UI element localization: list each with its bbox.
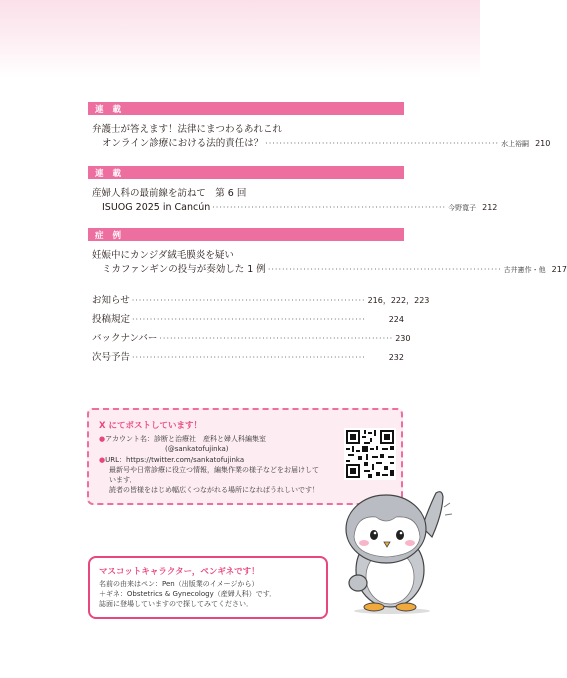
penguin-mascot-icon — [330, 485, 455, 619]
leader-dots: ·································································· — [132, 315, 366, 324]
entry-title-line1 — [92, 249, 404, 263]
entry-author: 古井憲作・他 — [503, 266, 546, 274]
toc-entry[interactable] — [88, 123, 551, 151]
bullet-icon: ● — [99, 456, 106, 464]
toc-list-item[interactable] — [92, 311, 404, 325]
toc-list-item[interactable] — [92, 349, 404, 363]
entry-title-line2 — [92, 137, 551, 151]
list-title: バックナンバー — [92, 333, 158, 344]
entry-title: 産婦人科の最前線を訪ねて 第 6 回 — [92, 188, 247, 199]
list-title: 投稿規定 — [92, 314, 131, 325]
entry-title-line2 — [92, 263, 567, 277]
toc-entry[interactable] — [88, 187, 498, 215]
entry-title-line2 — [92, 201, 498, 215]
list-page: 224 — [388, 315, 404, 324]
toc-list-item[interactable] — [92, 292, 430, 306]
list-title: 次号予告 — [92, 352, 131, 363]
x-desc-1: 最新号や日常診療に役立つ情報，編集作業の様子などをお届けして — [109, 466, 319, 474]
section-serial-2 — [88, 166, 498, 215]
section-case-report — [88, 228, 567, 277]
section-label: 連 載 — [95, 104, 124, 115]
x-url-line — [99, 455, 244, 465]
leader-dots: ·································································· — [265, 139, 500, 148]
toc-list-item[interactable] — [92, 330, 411, 344]
entry-title-line1 — [92, 187, 404, 201]
list-page: 230 — [395, 334, 411, 343]
entry-author: 今野寛子 — [448, 204, 477, 212]
mascot-info-box — [88, 556, 328, 619]
list-page: 216，222，223 — [367, 296, 430, 305]
section-label: 連 載 — [95, 168, 124, 179]
bullet-icon: ● — [99, 435, 106, 443]
entry-subtitle: オンライン診療における法的責任は？ — [102, 138, 264, 149]
mascot-title: マスコットキャラクター，ペンギネです！ — [99, 567, 260, 577]
entry-subtitle: ISUOG 2025 in Cancún — [102, 202, 211, 213]
leader-dots: ·································································· — [212, 203, 447, 212]
entry-page: 217 — [551, 265, 567, 274]
entry-page: 212 — [482, 203, 498, 212]
mascot-line-1: 名前の由来はペン：Pen（出版業のイメージから） — [99, 580, 259, 588]
entry-subtitle: ミカファンギンの投与が奏効した 1 例 — [102, 264, 266, 275]
entry-author: 水上裕嗣 — [501, 140, 530, 148]
mascot-line-2: ＋ギネ：Obstetrics & Gynecology（産婦人科）です． — [99, 590, 277, 598]
list-title: お知らせ — [92, 295, 130, 306]
qr-code-icon[interactable] — [344, 428, 396, 480]
entry-page: 210 — [535, 139, 551, 148]
x-desc-3: 読者の皆様をはじめ幅広くつながれる場所になればうれしいです！ — [109, 486, 319, 494]
entry-title-line1 — [92, 123, 404, 137]
x-account-line — [99, 434, 266, 444]
mascot-line-3: 誌面に登場していますので探してみてください． — [99, 600, 253, 608]
section-header — [88, 102, 404, 115]
x-account-label: アカウント名：診断と治療社 産科と婦人科編集室 — [105, 435, 267, 443]
x-account-handle[interactable]: (@sankatofujinka) — [165, 445, 229, 453]
leader-dots: ·································································· — [131, 296, 366, 305]
section-serial-1 — [88, 102, 551, 151]
top-band — [0, 0, 480, 78]
entry-title: 妊娠中にカンジダ絨毛膜炎を疑い — [92, 250, 234, 261]
leader-dots: ·································································· — [159, 334, 394, 343]
toc-entry[interactable] — [88, 249, 567, 277]
section-label: 症 例 — [95, 230, 124, 241]
x-url-link[interactable]: URL：https://twitter.com/sankatofujinka — [105, 456, 245, 464]
leader-dots: ·································································· — [267, 265, 502, 274]
entry-title: 弁護士が答えます！法律にまつわるあれこれ — [92, 124, 283, 135]
leader-dots: ·································································· — [132, 353, 366, 362]
section-header — [88, 166, 404, 179]
x-desc-2: います． — [109, 476, 137, 484]
list-page: 232 — [388, 353, 404, 362]
x-promo-title: X にてポストしています！ — [99, 421, 203, 431]
section-header — [88, 228, 404, 241]
